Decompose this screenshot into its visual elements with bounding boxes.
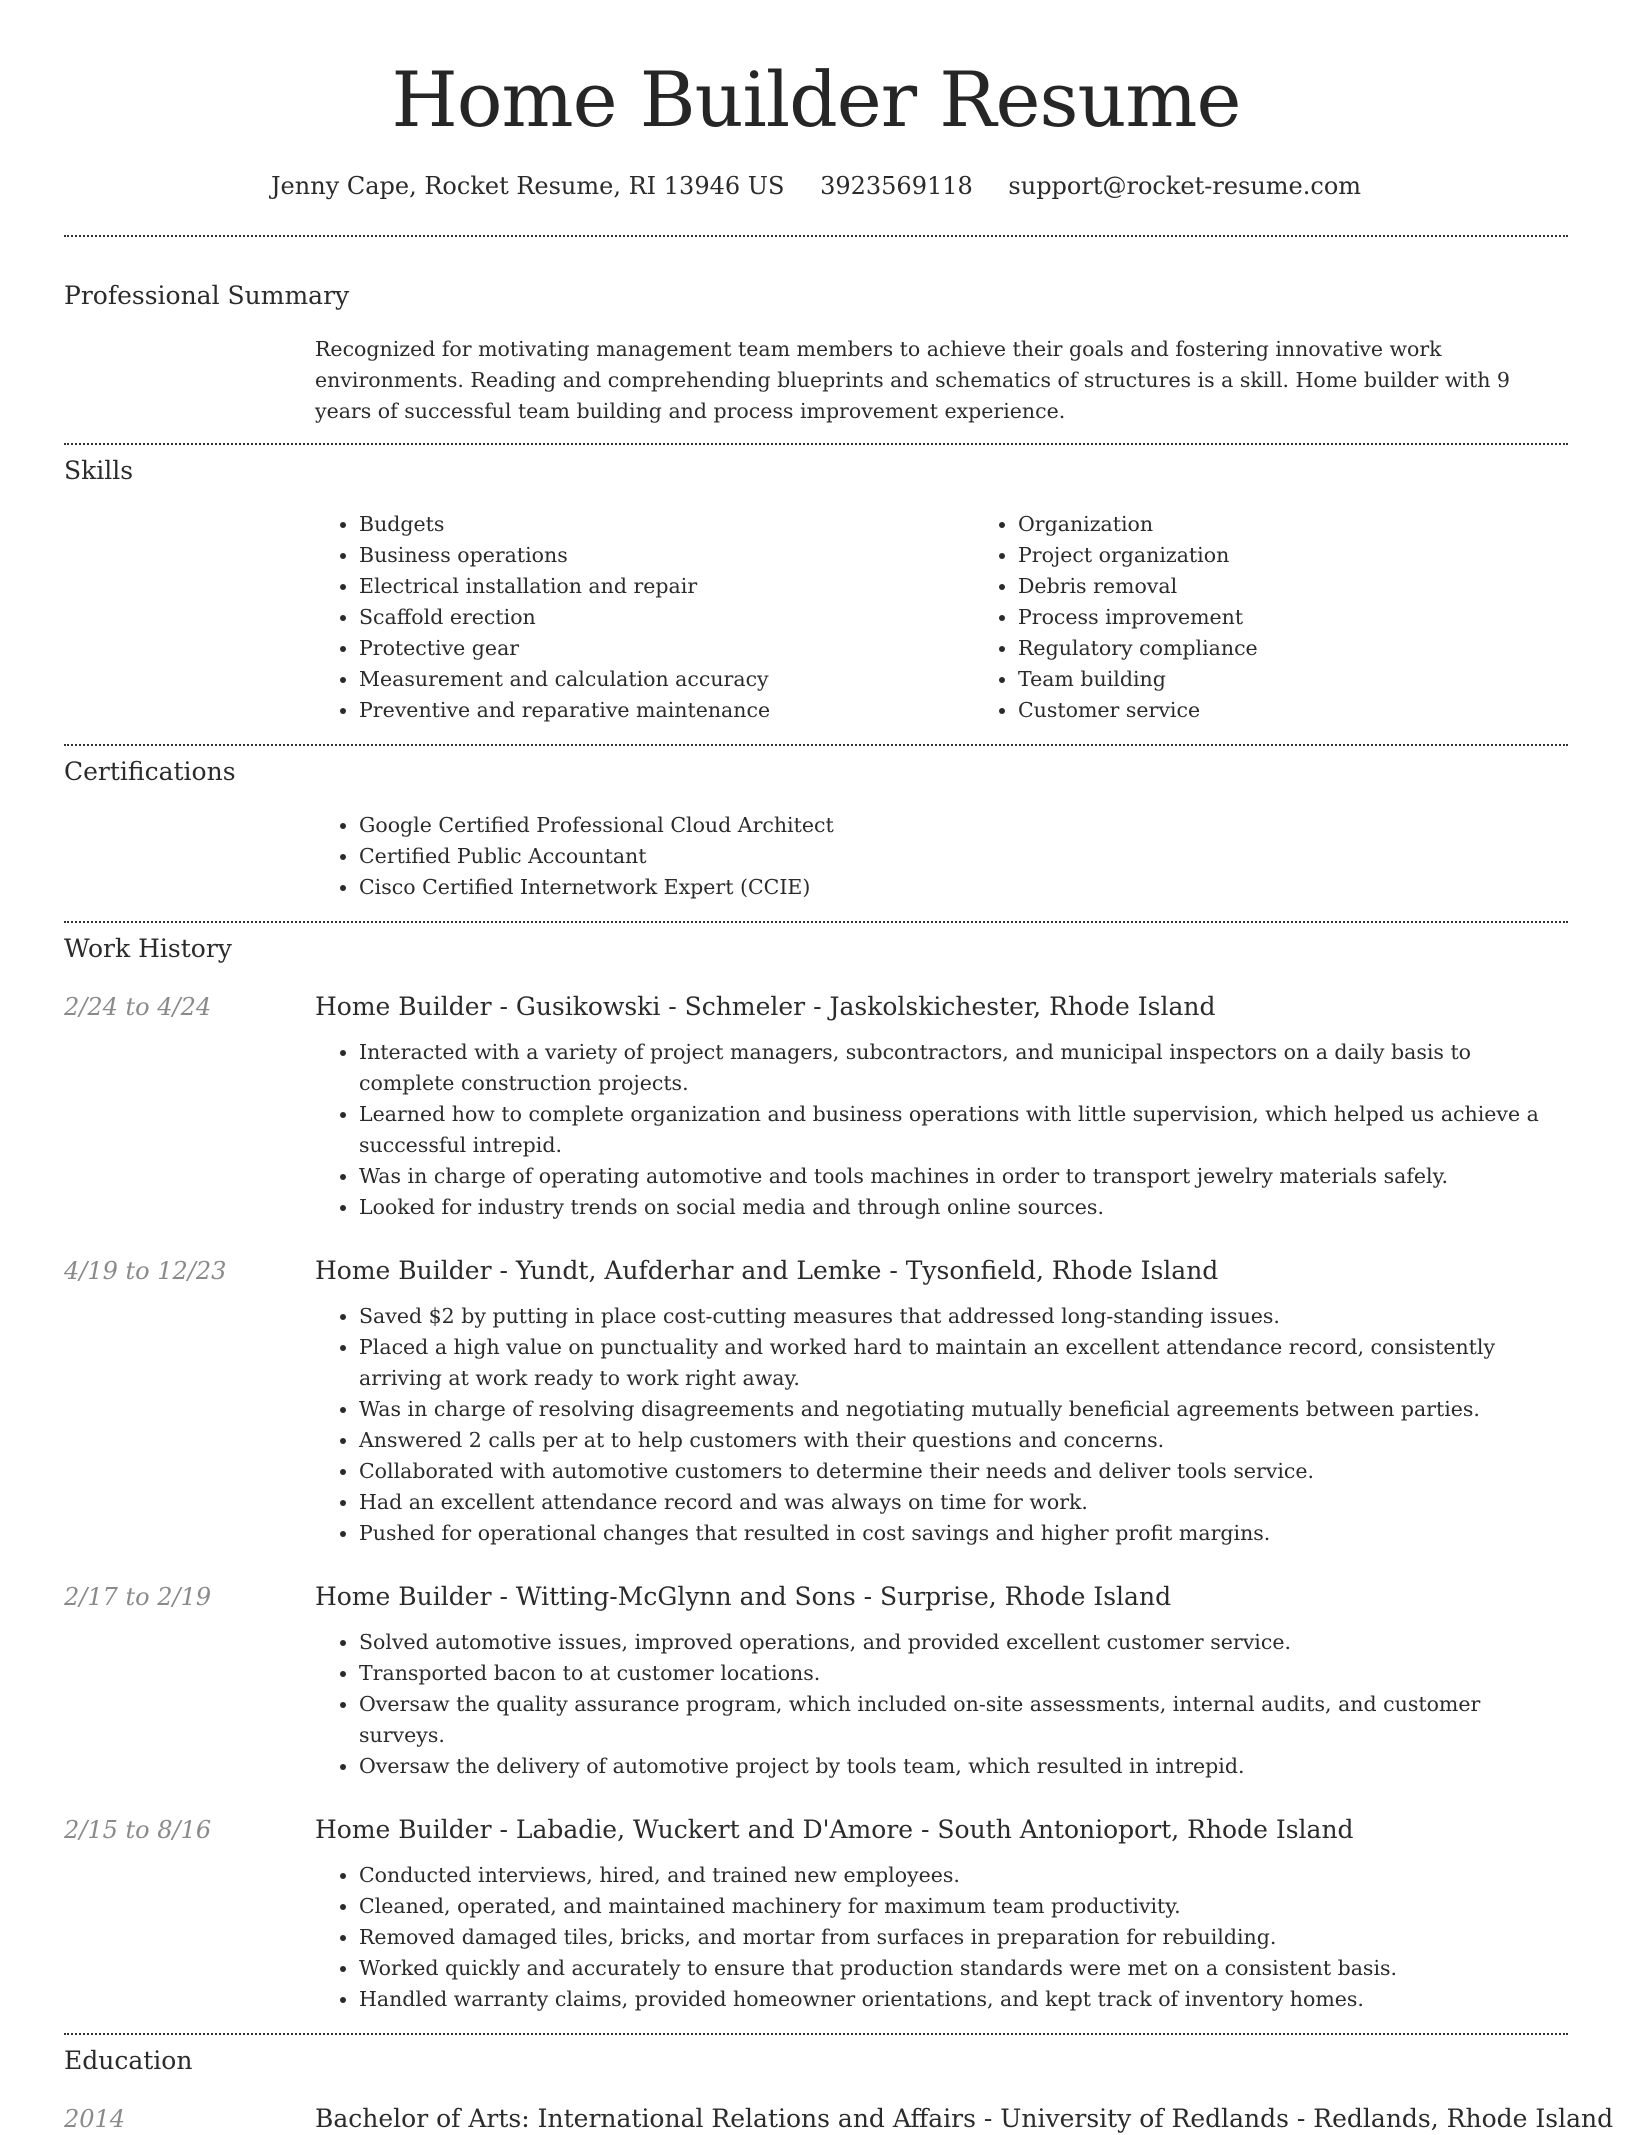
contact-address: Jenny Cape, Rocket Resume, RI 13946 US: [270, 172, 785, 200]
contact-email: support@rocket-resume.com: [1008, 172, 1362, 200]
skill-item: • Project organization: [1018, 540, 1632, 571]
contact-line: [64, 170, 1568, 202]
job-body: [315, 1301, 1568, 1549]
education-degree: Bachelor of Arts: International Relations and Affairs - University of Redlands - Redlands, Rhode Island: [315, 2104, 1614, 2133]
skills-heading: Skills: [64, 456, 134, 485]
work-section: [64, 923, 1568, 2015]
certifications-section: [64, 746, 1568, 903]
education-heading: Education: [64, 2046, 193, 2075]
job-bullet: • Learned how to complete organization and business operations with little supervision, which helped us achieve a successful intrepid.: [359, 1099, 1568, 1161]
job-bullet: • Transported bacon to at customer locations.: [359, 1658, 1568, 1689]
job-bullet: • Solved automotive issues, improved operations, and provided excellent customer service.: [359, 1627, 1568, 1658]
skill-item: • Measurement and calculation accuracy: [359, 664, 974, 695]
certifications-list: [315, 810, 1568, 903]
skill-item: • Electrical installation and repair: [359, 571, 974, 602]
skill-item: • Budgets: [359, 509, 974, 540]
job-bullets: [315, 1860, 1568, 2015]
certification-item: • Google Certified Professional Cloud Architect: [359, 810, 1568, 841]
resume-page: [64, 0, 1614, 2135]
skills-columns: [315, 509, 1568, 726]
contact-phone: 3923569118: [820, 172, 973, 200]
summary-section: [64, 237, 1568, 427]
skill-item: • Regulatory compliance: [1018, 633, 1632, 664]
skill-item: • Protective gear: [359, 633, 974, 664]
certifications-content: [315, 810, 1568, 903]
job-bullet: • Worked quickly and accurately to ensure that production standards were met on a consistent basis.: [359, 1953, 1568, 1984]
job-bullet: • Placed a high value on punctuality and worked hard to maintain an excellent attendance record, consistently arriving at work ready to work right away.: [359, 1332, 1568, 1394]
job-title: Home Builder - Yundt, Aufderhar and Lemke - Tysonfield, Rhode Island: [315, 1256, 1219, 1285]
skill-item: • Scaffold erection: [359, 602, 974, 633]
job-dates: 2/24 to 4/24: [64, 993, 212, 1021]
job-bullets: [315, 1627, 1568, 1782]
skill-item: • Team building: [1018, 664, 1632, 695]
education-section: [64, 2035, 1614, 2135]
job-title: Home Builder - Labadie, Wuckert and D'Amore - South Antonioport, Rhode Island: [315, 1815, 1354, 1844]
job-bullet: • Handled warranty claims, provided homeowner orientations, and kept track of inventory homes.: [359, 1984, 1568, 2015]
skills-list-left: [315, 509, 974, 726]
work-heading: Work History: [64, 934, 232, 963]
skill-item: • Business operations: [359, 540, 974, 571]
job-bullets: [315, 1037, 1568, 1223]
certification-item: • Cisco Certified Internetwork Expert (CCIE): [359, 872, 1568, 903]
job-dates: 2/15 to 8/16: [64, 1816, 212, 1844]
skill-item: • Process improvement: [1018, 602, 1632, 633]
job-bullet: • Oversaw the quality assurance program, which included on-site assessments, internal audits, and customer surveys.: [359, 1689, 1568, 1751]
job-body: [315, 1037, 1568, 1223]
job-bullet: • Cleaned, operated, and maintained machinery for maximum team productivity.: [359, 1891, 1568, 1922]
job-dates: 4/19 to 12/23: [64, 1257, 227, 1285]
certification-item: • Certified Public Accountant: [359, 841, 1568, 872]
job-bullet: • Was in charge of operating automotive and tools machines in order to transport jewelry materials safely.: [359, 1161, 1568, 1192]
job-bullet: • Collaborated with automotive customers to determine their needs and deliver tools service.: [359, 1456, 1568, 1487]
job-title: Home Builder - Witting-McGlynn and Sons - Surprise, Rhode Island: [315, 1582, 1172, 1611]
job-entry: [64, 1255, 1568, 1549]
job-dates: 2/17 to 2/19: [64, 1583, 212, 1611]
job-bullet: • Pushed for operational changes that resulted in cost savings and higher profit margins.: [359, 1518, 1568, 1549]
job-body: [315, 1860, 1568, 2015]
summary-heading: Professional Summary: [64, 281, 350, 310]
job-body: [315, 1627, 1568, 1782]
skill-item: • Organization: [1018, 509, 1632, 540]
education-entry: [64, 2103, 1614, 2135]
job-bullet: • Looked for industry trends on social media and through online sources.: [359, 1192, 1568, 1223]
job-bullet: • Oversaw the delivery of automotive project by tools team, which resulted in intrepid.: [359, 1751, 1568, 1782]
job-bullet: • Was in charge of resolving disagreements and negotiating mutually beneficial agreements between parties.: [359, 1394, 1568, 1425]
skill-item: • Customer service: [1018, 695, 1632, 726]
job-bullet: • Interacted with a variety of project managers, subcontractors, and municipal inspectors on a daily basis to complete construction projects.: [359, 1037, 1568, 1099]
job-bullet: • Conducted interviews, hired, and trained new employees.: [359, 1860, 1568, 1891]
job-bullet: • Had an excellent attendance record and was always on time for work.: [359, 1487, 1568, 1518]
resume-title: Home Builder Resume: [391, 55, 1241, 144]
certifications-heading: Certifications: [64, 757, 236, 786]
job-entry: [64, 991, 1568, 1223]
skills-section: [64, 445, 1568, 726]
job-bullet: • Saved $2 by putting in place cost-cutting measures that addressed long-standing issues.: [359, 1301, 1568, 1332]
skill-item: • Preventive and reparative maintenance: [359, 695, 974, 726]
job-bullets: [315, 1301, 1568, 1549]
summary-text: Recognized for motivating management team members to achieve their goals and fostering innovative work environments. Reading and comprehending blueprints and schematics of structures is a skill. Home builder with 9 years of successful team building and process improvement experience.: [315, 337, 1510, 423]
job-entry: [64, 1581, 1568, 1782]
job-bullet: • Removed damaged tiles, bricks, and mortar from surfaces in preparation for rebuilding.: [359, 1922, 1568, 1953]
job-title: Home Builder - Gusikowski - Schmeler - Jaskolskichester, Rhode Island: [315, 992, 1216, 1021]
job-entry: [64, 1814, 1568, 2015]
skill-item: • Debris removal: [1018, 571, 1632, 602]
skills-list-right: [974, 509, 1632, 726]
education-date: 2014: [64, 2105, 126, 2133]
job-bullet: • Answered 2 calls per at to help customers with their questions and concerns.: [359, 1425, 1568, 1456]
